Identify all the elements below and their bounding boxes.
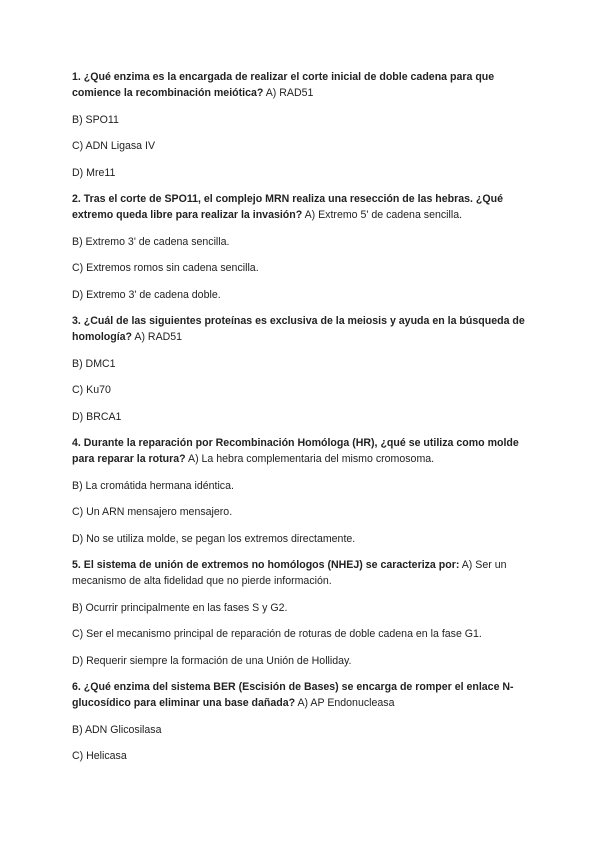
option-d: D) BRCA1 xyxy=(72,410,122,423)
question-prompt: 4. Durante la reparación por Recombinación Homóloga (HR), ¿qué se utiliza como molde para reparar la rotura? xyxy=(72,437,519,465)
question-prompt: 6. ¿Qué enzima del sistema BER (Escisión de Bases) se encarga de romper el enlace N-glucosídico para eliminar una base dañada? xyxy=(72,681,514,709)
option-d: D) Requerir siempre la formación de una Unión de Holliday. xyxy=(72,654,352,667)
option-b: B) Ocurrir principalmente en las fases S y G2. xyxy=(72,601,288,614)
option-a: A) RAD51 xyxy=(134,331,183,343)
option-a: A) AP Endonucleasa xyxy=(297,697,395,709)
question-5 xyxy=(72,557,532,589)
question-2 xyxy=(72,191,532,223)
option-c: C) ADN Ligasa IV xyxy=(72,140,156,152)
document-page xyxy=(72,69,532,764)
question-prompt: 5. El sistema de unión de extremos no homólogos (NHEJ) se caracteriza por: xyxy=(72,559,460,571)
option-a: A) La hebra complementaria del mismo cromosoma. xyxy=(188,453,435,465)
option-c: C) Ser el mecanismo principal de reparación de roturas de doble cadena en la fase G1. xyxy=(72,628,482,640)
option-d: D) No se utiliza molde, se pegan los extremos directamente. xyxy=(72,532,356,545)
question-6 xyxy=(72,679,532,711)
question-1 xyxy=(72,69,532,101)
option-d: D) Mre11 xyxy=(72,166,116,179)
option-a: A) RAD51 xyxy=(265,87,314,99)
question-prompt: 3. ¿Cuál de las siguientes proteínas es exclusiva de la meiosis y ayuda en la búsqueda de homología? xyxy=(72,315,525,343)
option-c: C) Helicasa xyxy=(72,750,127,762)
option-a: A) Extremo 5' de cadena sencilla. xyxy=(304,209,463,221)
option-b: B) DMC1 xyxy=(72,357,116,370)
option-b: B) ADN Glicosilasa xyxy=(72,723,162,736)
option-b: B) La cromátida hermana idéntica. xyxy=(72,479,234,492)
option-d: D) Extremo 3' de cadena doble. xyxy=(72,288,221,301)
option-b: B) SPO11 xyxy=(72,113,119,126)
option-a: A) Ser un mecanismo de alta fidelidad que no pierde información. xyxy=(72,559,507,587)
option-c: C) Un ARN mensajero mensajero. xyxy=(72,506,233,518)
question-prompt: 1. ¿Qué enzima es la encargada de realizar el corte inicial de doble cadena para que comience la recombinación meiótica? xyxy=(72,71,495,99)
option-b: B) Extremo 3' de cadena sencilla. xyxy=(72,235,230,248)
option-c: C) Extremos romos sin cadena sencilla. xyxy=(72,262,259,274)
question-4 xyxy=(72,435,532,467)
question-3 xyxy=(72,313,532,345)
question-prompt: 2. Tras el corte de SPO11, el complejo MRN realiza una resección de las hebras. ¿Qué extremo queda libre para realizar la invasión? xyxy=(72,193,503,221)
option-c: C) Ku70 xyxy=(72,384,111,396)
